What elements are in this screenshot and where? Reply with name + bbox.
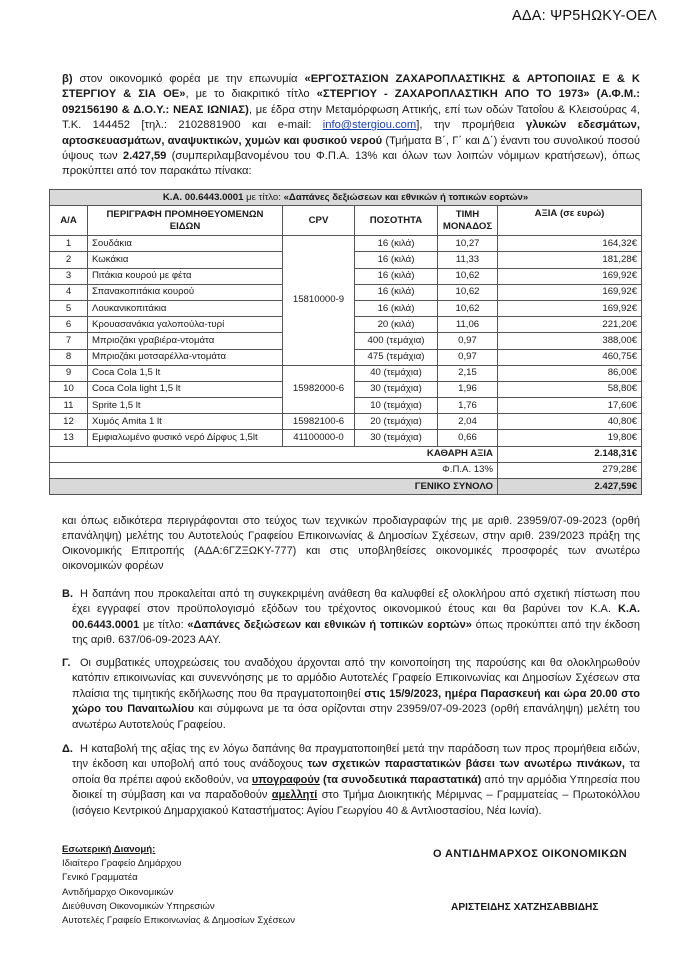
table-row: 7 Μπριοζάκι γραβιέρα-ντομάτα 400 (τεμάχια) 0,97 388,00€ bbox=[50, 333, 642, 349]
table-row: 1 Σουδάκια 15810000-9 16 (κιλά) 10,27 164,32€ bbox=[50, 236, 642, 252]
section-b: Β. Η δαπάνη που προκαλείται από τη συγκεκριμένη ανάθεση θα καλυφθεί εξ ολοκλήρου από σχετική πίστωση που έχει εγγραφεί στον προϋπολογισμό εξόδων του τρέχοντος οικονομικού έτους και θα βαρύνει τον Κ.Α. Κ.Α. 00.6443.0001 με τίτλο: «Δαπάνες δεξιώσεων και εθνικών ή τοπικών εορτών» όπως προκύπτει από την έκδοση της αριθ. 637/06-09-2023 ΑΑΥ. bbox=[62, 588, 640, 647]
distribution-item: Αυτοτελές Γραφείο Επικοινωνίας & Δημοσίων Σχέσεων bbox=[62, 915, 296, 927]
table-row: 2 Κωκάκια 16 (κιλά) 11,33 181,28€ bbox=[50, 252, 642, 268]
grand-total-label: ΓΕΝΙΚΟ ΣΥΝΟΛΟ bbox=[50, 479, 498, 495]
table-row: 6 Κρουασανάκια γαλοπούλα-τυρί 20 (κιλά) 11,06 221,20€ bbox=[50, 317, 642, 333]
cpv-cell: 15810000-9 bbox=[283, 236, 355, 366]
table-title: Κ.Α. 00.6443.0001 με τίτλο: «Δαπάνες δεξιώσεων και εθνικών ή τοπικών εορτών» bbox=[50, 190, 642, 206]
table-row: 3 Πιτάκια κουρού με φέτα 16 (κιλά) 10,62 169,92€ bbox=[50, 268, 642, 284]
signatory-name: ΑΡΙΣΤΕΙΔΗΣ ΧΑΤΖΗΣΑΒΒΙΔΗΣ bbox=[451, 902, 599, 913]
table-row: 5 Λουκανικοπιτάκια 16 (κιλά) 10,62 169,92€ bbox=[50, 300, 642, 316]
item-label: β) bbox=[62, 73, 73, 85]
vat-row bbox=[50, 462, 642, 478]
vat-value: 279,28€ bbox=[498, 462, 642, 478]
internal-distribution bbox=[62, 843, 295, 928]
table-row: 12 Χυμός Amita 1 lt 15982100-6 20 (τεμάχια) 2,04 40,80€ bbox=[50, 414, 642, 430]
col-header-unit-price: ΤΙΜΗ ΜΟΝΑΔΟΣ bbox=[438, 206, 498, 236]
distribution-item: Ιδιαίτερο Γραφείο Δημάρχου bbox=[62, 858, 182, 870]
table-row: 10 Coca Cola light 1,5 lt 30 (τεμάχια) 1,96 58,80€ bbox=[50, 381, 642, 397]
vat-label: Φ.Π.Α. 13% bbox=[50, 462, 498, 478]
grand-total-value: 2.427,59€ bbox=[498, 479, 642, 495]
company-name: «ΕΡΓΟΣΤΑΣΙΟΝ ΖΑΧΑΡΟΠΛΑΣΤΙΚΗΣ & ΑΡΤΟΠΟΙΙΑΣ Ε & Κ ΣΤΕΡΓΙΟΥ & ΣΙΑ ΟΕ» bbox=[62, 73, 640, 101]
grand-total-row bbox=[50, 479, 642, 495]
net-total-label: ΚΑΘΑΡΗ ΑΞΙΑ bbox=[50, 446, 498, 462]
col-header-cpv: CPV bbox=[283, 206, 355, 236]
table-row: 8 Μπριοζάκι μοτσαρέλλα-ντομάτα 475 (τεμάχια) 0,97 460,75€ bbox=[50, 349, 642, 365]
total-amount: 2.427,59 bbox=[122, 150, 167, 163]
table-title-row bbox=[50, 190, 642, 206]
after-table-paragraph: και όπως ειδικότερα περιγράφονται στο τεύχος των τεχνικών προδιαγραφών της με αριθ. 23959/07-09-2023 (ορθή επανάληψη) μελέτης του Αυτοτελούς Γραφείου Επικοινωνίας & Δημοσίων Σχέσεων, στην αριθ. 239/2023 πράξη της Οικονομικής Επιτροπής (ΑΔΑ:6ΓΖΞΩΚΥ-777) και στις υποβληθείσες οικονομικές προσφορές των ανωτέρω οικονομικών φορέων bbox=[62, 515, 640, 572]
col-header-quantity: ΠΟΣΟΤΗΤΑ bbox=[355, 206, 438, 236]
ada-identifier: ΑΔΑ: ΨΡ5ΗΩΚΥ-ΟΕΛ bbox=[512, 8, 657, 24]
email-link[interactable]: info@stergiou.com bbox=[322, 119, 417, 132]
signatory-role: Ο ΑΝΤΙΔΗΜΑΡΧΟΣ ΟΙΚΟΝΟΜΙΚΩΝ bbox=[433, 848, 628, 860]
table-row: 11 Sprite 1,5 lt 10 (τεμάχια) 1,76 17,60€ bbox=[50, 398, 642, 414]
distribution-item: Αντιδήμαρχο Οικονομικών bbox=[62, 886, 174, 898]
section-label: Γ. bbox=[62, 657, 71, 669]
items-table bbox=[49, 189, 642, 495]
goods-description: γλυκών εδεσμάτων, αρτοσκευασμάτων, αναψυκτικών, χυμών και φυσικού νερού bbox=[62, 119, 640, 147]
col-header-description: ΠΕΡΙΓΡΑΦΗ ΠΡΟΜΗΘΕΥΟΜΕΝΩΝ ΕΙΔΩΝ bbox=[88, 206, 283, 236]
net-total-row bbox=[50, 446, 642, 462]
cpv-cell: 15982100-6 bbox=[283, 414, 355, 430]
section-d: Δ. Η καταβολή της αξίας της εν λόγω δαπάνης θα πραγματοποιηθεί μετά την παράδοση των προς προμήθεια ειδών, την έκδοση και υποβολή από τους ανάδοχους των σχετικών παραστατικών βάσει των ανωτέρω πινάκων, τα οποία θα πρέπει αφού εκδοθούν, να υπογραφούν (τα συνοδευτικά παραστατικά) από την αρμόδια Υπηρεσία που διοικεί τη σύμβαση και να παραδοθούν αμελλητί στο Τμήμα Διοικητικής Μέριμνας – Γραμματείας – Πρωτοκόλλου (ισόγειο Κεντρικού Δημαρχιακού Καταστήματος: Αγίου Γεωργίου 40 & Αντλιοστασίου, Νέα Ιωνία). bbox=[62, 743, 641, 817]
section-label: Δ. bbox=[62, 743, 73, 755]
table-header-row bbox=[50, 206, 642, 236]
col-header-value: ΑΞΙΑ (σε ευρώ) bbox=[498, 206, 642, 236]
section-g: Γ. Οι συμβατικές υποχρεώσεις του αναδόχου άρχονται από την κοινοποίηση της παρούσης και θα ολοκληρωθούν κατόπιν επικοινωνίας και συνεννόησης με το αρμόδιο Αυτοτελές Γραφείο Επικοινωνίας και Δημοσίων Σχέσεων στα πλαίσια της τιμητικής εκδήλωσης που θα πραγματοποιηθεί στις 15/9/2023, ημέρα Παρασκευή και ώρα 20.00 στο χώρο του Παναιτωλίου και σύμφωνα με τα όσα ορίζονται στην 23959/07-09-2023 (ορθή επανάληψη) μελέτη του ανωτέρω Αυτοτελούς Γραφείου. bbox=[62, 657, 641, 731]
cpv-cell: 15982000-6 bbox=[283, 365, 355, 414]
col-header-aa: Α/Α bbox=[50, 206, 88, 236]
trade-name: «ΣΤΕΡΓΙΟΥ - ΖΑΧΑΡΟΠΛΑΣΤΙΚΗ ΑΠΟ ΤΟ 1973» (Α.Φ.Μ.: 092156190 & Δ.Ο.Υ.: ΝΕΑΣ ΙΩΝΙΑΣ) bbox=[62, 88, 640, 116]
table-row: 9 Coca Cola 1,5 lt 15982000-6 40 (τεμάχια) 2,15 86,00€ bbox=[50, 365, 642, 381]
cpv-cell: 41100000-0 bbox=[283, 430, 355, 446]
intro-paragraph: β) στον οικονομικό φορέα με την επωνυμία «ΕΡΓΟΣΤΑΣΙΟΝ ΖΑΧΑΡΟΠΛΑΣΤΙΚΗΣ & ΑΡΤΟΠΟΙΙΑΣ Ε & Κ ΣΤΕΡΓΙΟΥ & ΣΙΑ ΟΕ», με το διακριτικό τίτλο «ΣΤΕΡΓΙΟΥ - ΖΑΧΑΡΟΠΛΑΣΤΙΚΗ ΑΠΟ ΤΟ 1973» (Α.Φ.Μ.: 092156190 & Δ.Ο.Υ.: ΝΕΑΣ ΙΩΝΙΑΣ), με έδρα στην Μεταμόρφωση Αττικής, επί των οδών Τατοΐου & Κλεισούρας 4, Τ.Κ. 144452 [τηλ.: 2102881900 και e-mail: info@stergiou.com], την προμήθεια γλυκών εδεσμάτων, αρτοσκευασμάτων, αναψυκτικών, χυμών και φυσικού νερού (Τμήματα Β΄, Γ΄ και Δ΄) έναντι του συνολικού ποσού ύψους των 2.427,59 (συμπεριλαμβανομένου του Φ.Π.Α. 13% και όλων των λοιπών νόμιμων κρατήσεων), όπως προκύπτει από τον παρακάτω πίνακα: bbox=[62, 73, 640, 178]
distribution-title: Εσωτερική Διανομή: bbox=[62, 844, 156, 855]
distribution-item: Γενικό Γραμματέα bbox=[62, 872, 138, 884]
table-row: 4 Σπανακοπιτάκια κουρού 16 (κιλά) 10,62 169,92€ bbox=[50, 284, 642, 300]
distribution-item: Διεύθυνση Οικονομικών Υπηρεσιών bbox=[62, 900, 215, 912]
section-label: Β. bbox=[62, 588, 73, 600]
table-row: 13 Εμφιαλωμένο φυσικό νερό Δίρφυς 1,5lt 41100000-0 30 (τεμάχια) 0,66 19,80€ bbox=[50, 430, 642, 446]
net-total-value: 2.148,31€ bbox=[498, 446, 642, 462]
